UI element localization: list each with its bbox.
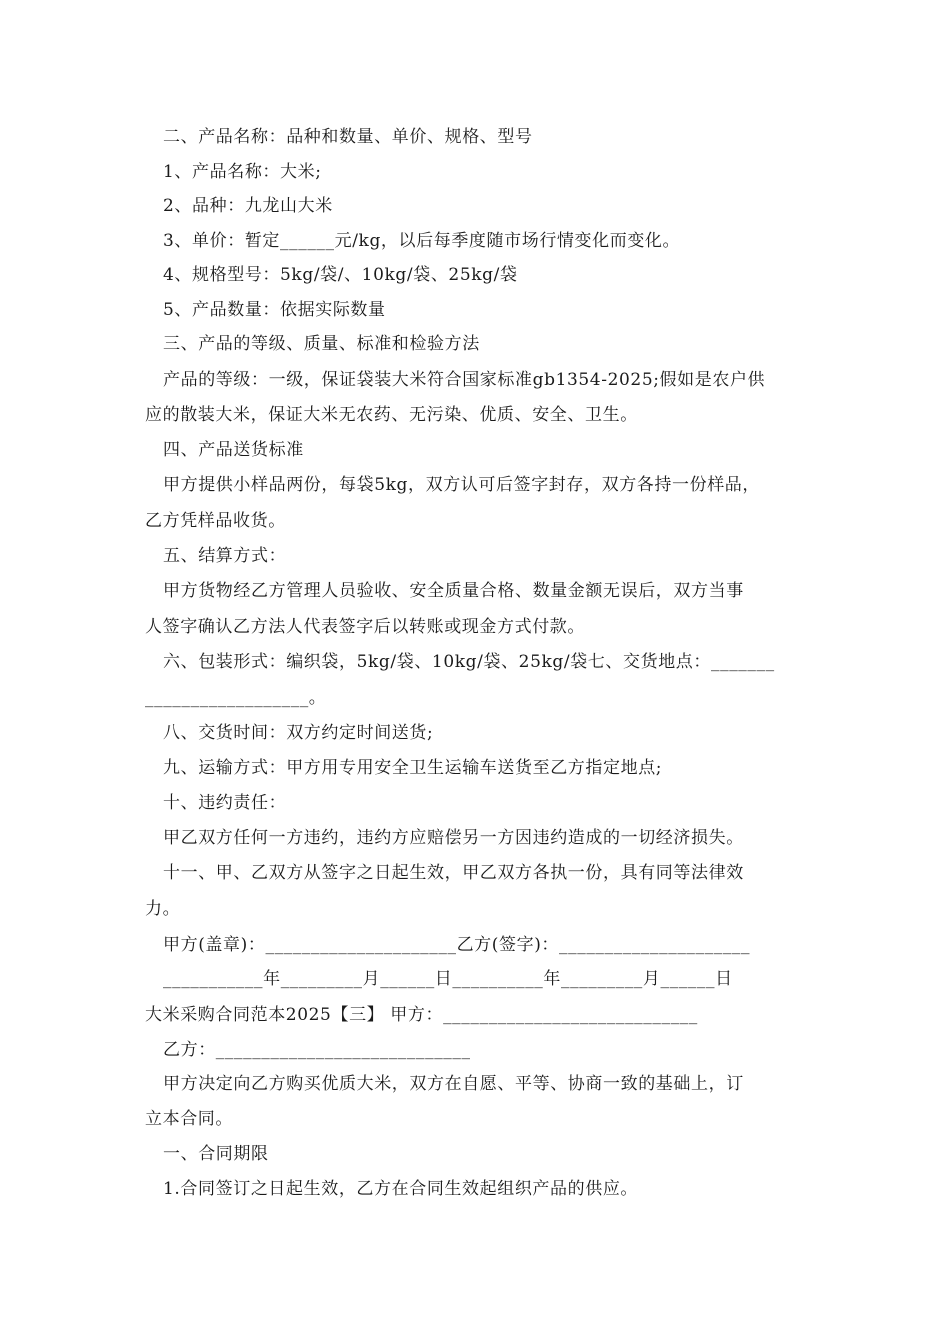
section-heading-product-name: 二、产品名称：品种和数量、单价、规格、型号 [163, 127, 533, 147]
section-heading-settlement: 五、结算方式： [163, 546, 287, 566]
signature-line-dates: ___________年_________月______日__________年_________月______日 [163, 969, 733, 989]
item-variety: 2、品种：九龙山大米 [163, 196, 333, 216]
paragraph-grade-line2: 应的散装大米，保证大米无农药、无污染、优质、安全、卫生。 [145, 405, 638, 425]
paragraph-intro-line2: 立本合同。 [145, 1109, 233, 1129]
paragraph-effectiveness-line2: 力。 [145, 899, 181, 919]
item-delivery-time: 八、交货时间：双方约定时间送货; [163, 723, 434, 743]
item-quantity: 5、产品数量：依据实际数量 [163, 300, 386, 320]
item-specification: 4、规格型号：5kg/袋/、10kg/袋、25kg/袋 [163, 265, 518, 285]
paragraph-delivery-place-blank: __________________。 [145, 688, 327, 708]
paragraph-packaging-delivery-place: 六、包装形式：编织袋，5kg/袋、10kg/袋、25kg/袋七、交货地点：_______ [163, 652, 775, 672]
paragraph-sample-line1: 甲方提供小样品两份，每袋5kg，双方认可后签字封存，双方各持一份样品， [163, 475, 760, 495]
signature-line-parties: 甲方(盖章)：_____________________乙方(签字)：_____________________ [163, 935, 751, 955]
section-heading-grade-quality: 三、产品的等级、质量、标准和检验方法 [163, 334, 480, 354]
contract-title-three-party-a: 大米采购合同范本2025【三】 甲方：____________________________ [145, 1005, 698, 1025]
section-heading-liability: 十、违约责任： [163, 793, 287, 813]
paragraph-sample-line2: 乙方凭样品收货。 [145, 511, 286, 531]
item-product-name: 1、产品名称：大米; [163, 162, 322, 182]
party-b-line: 乙方：____________________________ [163, 1040, 471, 1060]
paragraph-intro-line1: 甲方决定向乙方购买优质大米，双方在自愿、平等、协商一致的基础上，订 [163, 1074, 744, 1094]
paragraph-liability: 甲乙双方任何一方违约，违约方应赔偿另一方因违约造成的一切经济损失。 [163, 828, 744, 848]
section-heading-contract-term: 一、合同期限 [163, 1144, 269, 1164]
item-contract-effective: 1.合同签订之日起生效，乙方在合同生效起组织产品的供应。 [163, 1179, 639, 1199]
item-transport-method: 九、运输方式：甲方用专用安全卫生运输车送货至乙方指定地点; [163, 758, 663, 778]
item-unit-price: 3、单价：暂定______元/kg，以后每季度随市场行情变化而变化。 [163, 231, 681, 251]
paragraph-grade-line1: 产品的等级：一级，保证袋装大米符合国家标准gb1354-2025;假如是农户供 [163, 370, 766, 390]
paragraph-effectiveness-line1: 十一、甲、乙双方从签字之日起生效，甲乙双方各执一份，具有同等法律效 [163, 863, 744, 883]
paragraph-settlement-line2: 人签字确认乙方法人代表签字后以转账或现金方式付款。 [145, 617, 585, 637]
paragraph-settlement-line1: 甲方货物经乙方管理人员验收、安全质量合格、数量金额无误后，双方当事 [163, 581, 744, 601]
section-heading-delivery-standard: 四、产品送货标准 [163, 440, 304, 460]
